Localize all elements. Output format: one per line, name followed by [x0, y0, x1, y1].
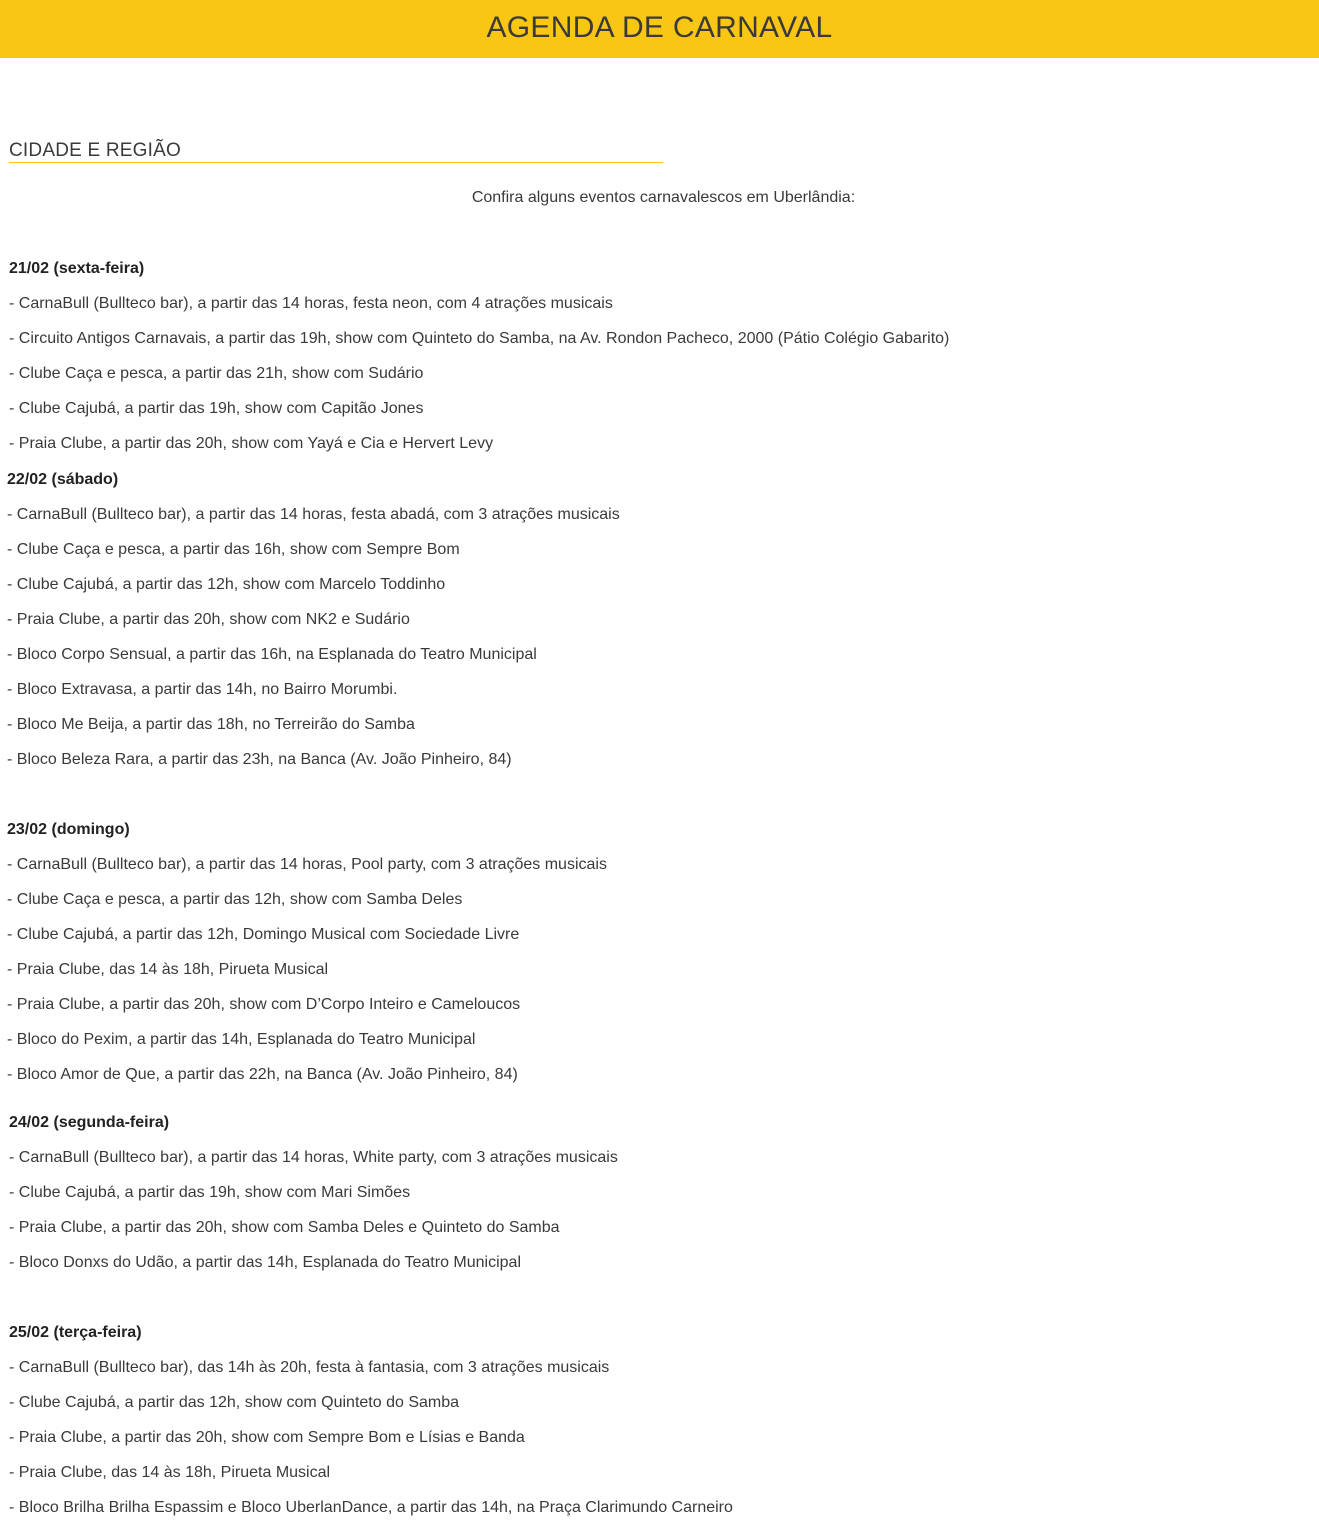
day-heading: 21/02 (sexta-feira): [9, 260, 145, 277]
day-heading: 23/02 (domingo): [7, 821, 130, 838]
page-header: [0, 0, 1319, 58]
event-item: - CarnaBull (Bullteco bar), a partir das 14 horas, festa neon, com 4 atrações musicais: [9, 295, 613, 312]
day-heading: 24/02 (segunda-feira): [9, 1114, 170, 1131]
event-item: - Praia Clube, a partir das 20h, show com D’Corpo Inteiro e Cameloucos: [7, 996, 521, 1013]
event-item: - CarnaBull (Bullteco bar), a partir das 14 horas, Pool party, com 3 atrações musicais: [7, 856, 607, 873]
event-item: - Praia Clube, das 14 às 18h, Pirueta Musical: [9, 1464, 331, 1481]
event-item: - Clube Cajubá, a partir das 19h, show com Mari Simões: [9, 1184, 411, 1201]
event-item: - Clube Cajubá, a partir das 12h, show com Marcelo Toddinho: [7, 576, 446, 593]
event-item: - Clube Cajubá, a partir das 12h, show com Quinteto do Samba: [9, 1394, 460, 1411]
intro-text: Confira alguns eventos carnavalescos em Uberlândia:: [471, 189, 856, 206]
event-item: - Bloco Me Beija, a partir das 18h, no Terreirão do Samba: [7, 716, 415, 733]
event-item: - Praia Clube, a partir das 20h, show com Sempre Bom e Lísias e Banda: [9, 1429, 525, 1446]
event-item: - Clube Cajubá, a partir das 12h, Domingo Musical com Sociedade Livre: [7, 926, 520, 943]
event-item: - Praia Clube, a partir das 20h, show com Samba Deles e Quinteto do Samba: [9, 1219, 560, 1236]
event-item: - CarnaBull (Bullteco bar), das 14h às 20h, festa à fantasia, com 3 atrações musicais: [9, 1359, 610, 1376]
page-title: AGENDA DE CARNAVAL: [486, 11, 833, 44]
event-item: - Bloco Extravasa, a partir das 14h, no Bairro Morumbi.: [7, 681, 398, 698]
event-item: - Bloco Corpo Sensual, a partir das 16h, na Esplanada do Teatro Municipal: [7, 646, 537, 663]
event-item: - Clube Caça e pesca, a partir das 12h, show com Samba Deles: [7, 891, 463, 908]
event-item: - Clube Caça e pesca, a partir das 21h, show com Sudário: [9, 365, 424, 382]
event-item: - Bloco Amor de Que, a partir das 22h, na Banca (Av. João Pinheiro, 84): [7, 1066, 518, 1083]
day-heading: 25/02 (terça-feira): [9, 1324, 142, 1341]
event-item: - Praia Clube, das 14 às 18h, Pirueta Musical: [7, 961, 329, 978]
event-item: - CarnaBull (Bullteco bar), a partir das 14 horas, White party, com 3 atrações musicais: [9, 1149, 618, 1166]
event-item: - Praia Clube, a partir das 20h, show com Yayá e Cia e Hervert Levy: [9, 435, 494, 452]
event-item: - Praia Clube, a partir das 20h, show com NK2 e Sudário: [7, 611, 410, 628]
event-item: - Bloco do Pexim, a partir das 14h, Esplanada do Teatro Municipal: [7, 1031, 476, 1048]
event-item: - Bloco Donxs do Udão, a partir das 14h, Esplanada do Teatro Municipal: [9, 1254, 522, 1271]
event-item: - Circuito Antigos Carnavais, a partir das 19h, show com Quinteto do Samba, na Av. Rondon Pacheco, 2000 (Pátio Colégio Gabarito): [9, 330, 950, 347]
event-item: - Clube Caça e pesca, a partir das 16h, show com Sempre Bom: [7, 541, 460, 558]
event-item: - CarnaBull (Bullteco bar), a partir das 14 horas, festa abadá, com 3 atrações musicais: [7, 506, 620, 523]
event-item: - Bloco Beleza Rara, a partir das 23h, na Banca (Av. João Pinheiro, 84): [7, 751, 512, 768]
section-title: CIDADE E REGIÃO: [9, 140, 663, 163]
day-heading: 22/02 (sábado): [7, 471, 119, 488]
event-item: - Bloco Brilha Brilha Espassim e Bloco UberlanDance, a partir das 14h, na Praça Clarimundo Carneiro: [9, 1499, 733, 1516]
event-item: - Clube Cajubá, a partir das 19h, show com Capitão Jones: [9, 400, 424, 417]
